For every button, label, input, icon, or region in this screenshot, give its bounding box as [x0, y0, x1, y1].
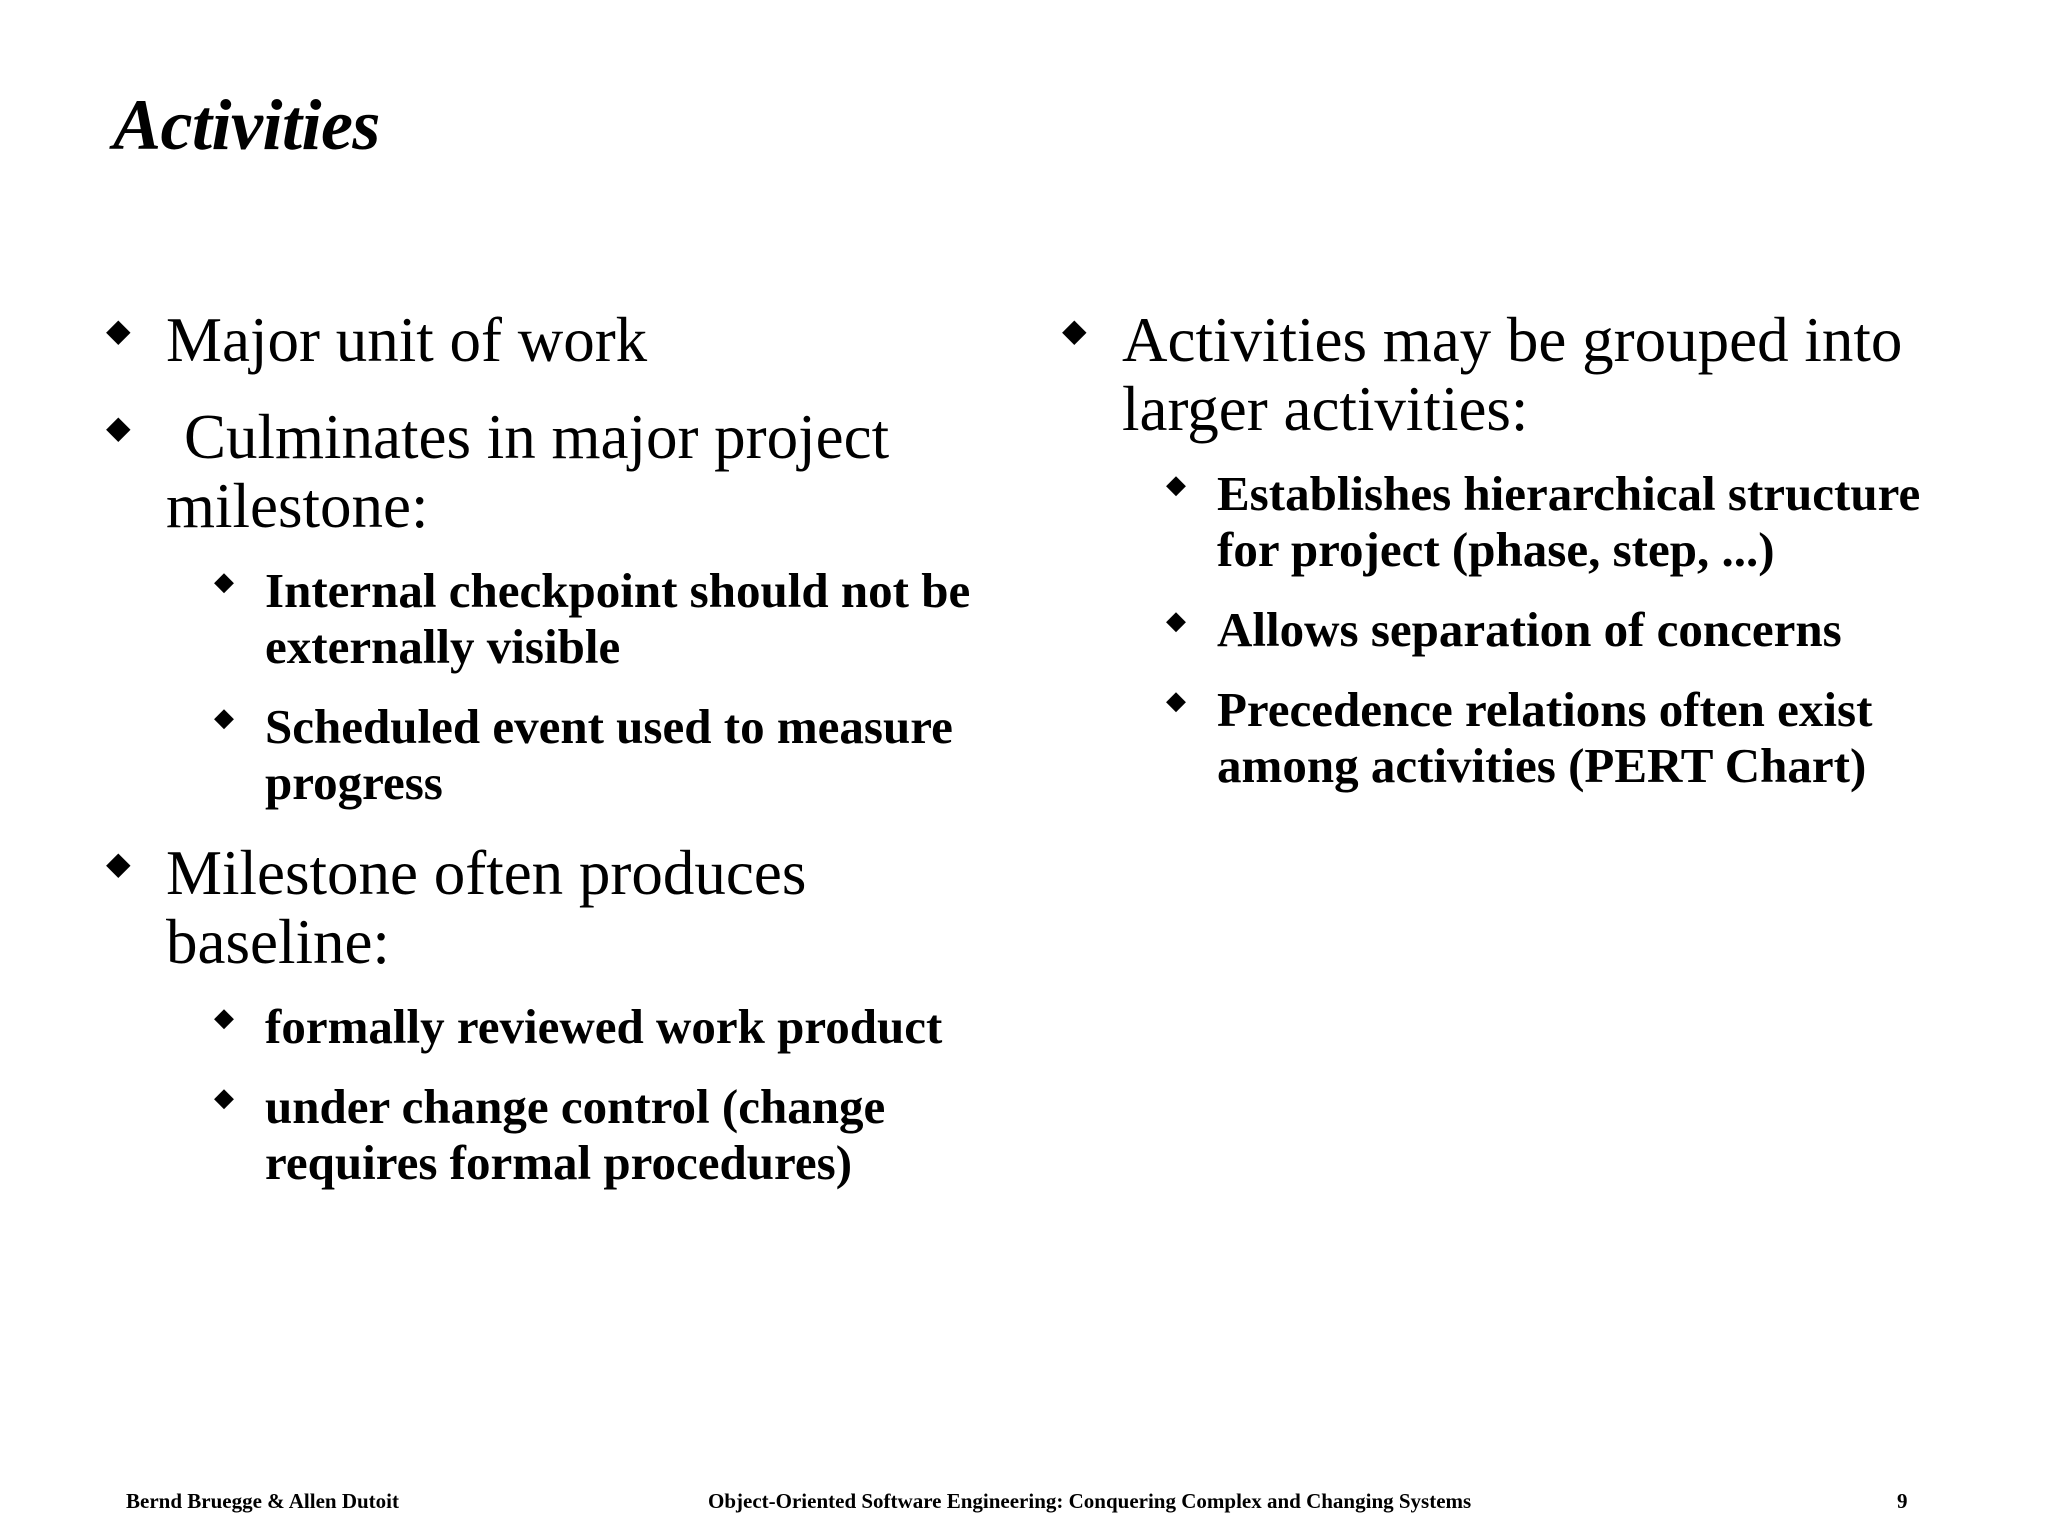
- sub-list-item-text: Scheduled event used to measure progress: [265, 699, 953, 810]
- slide-title: Activities: [113, 85, 380, 165]
- sub-list-item: [1166, 466, 1960, 578]
- sub-bullet-list: [166, 563, 1004, 811]
- sub-list-item: [214, 1079, 1004, 1191]
- diamond-bullet-icon: ◆: [1166, 470, 1186, 499]
- sub-list-item: [214, 563, 1004, 675]
- list-item-text: Culminates in major project milestone:: [166, 402, 890, 541]
- list-item-text: Major unit of work: [166, 305, 648, 375]
- sub-list-item: [214, 999, 1004, 1055]
- diamond-bullet-icon: ◆: [214, 567, 234, 596]
- sub-list-item: [214, 699, 1004, 811]
- sub-bullet-list: [166, 999, 1004, 1191]
- diamond-bullet-icon: ◆: [1062, 312, 1087, 348]
- diamond-bullet-icon: ◆: [214, 703, 234, 732]
- list-item-text: Activities may be grouped into larger activities:: [1122, 305, 1903, 444]
- sub-list-item: [1166, 602, 1960, 658]
- bullet-list: [1060, 306, 1960, 794]
- sub-list-item-text: under change control (change requires formal procedures): [265, 1079, 886, 1190]
- diamond-bullet-icon: ◆: [1166, 606, 1186, 635]
- sub-list-item-text: Allows separation of concerns: [1217, 602, 1842, 657]
- sub-list-item-text: Establishes hierarchical structure for project (phase, step, ...): [1217, 466, 1921, 577]
- bullet-list: [104, 306, 1004, 1191]
- footer-course-title: Object-Oriented Software Engineering: Conquering Complex and Changing Systems: [708, 1489, 1472, 1513]
- list-item-text: Milestone often produces baseline:: [166, 838, 807, 977]
- sub-list-item-text: Internal checkpoint should not be externally visible: [265, 563, 971, 674]
- diamond-bullet-icon: ◆: [106, 409, 131, 445]
- list-item: [104, 403, 1004, 811]
- list-item: [104, 839, 1004, 1191]
- list-item: [1060, 306, 1960, 794]
- sub-list-item-text: Precedence relations often exist among activities (PERT Chart): [1217, 682, 1873, 793]
- footer-authors: Bernd Bruegge & Allen Dutoit: [126, 1489, 399, 1513]
- right-column: [1060, 306, 1960, 822]
- diamond-bullet-icon: ◆: [214, 1083, 234, 1112]
- sub-list-item: [1166, 682, 1960, 794]
- diamond-bullet-icon: ◆: [106, 845, 131, 881]
- diamond-bullet-icon: ◆: [106, 312, 131, 348]
- sub-list-item-text: formally reviewed work product: [265, 999, 943, 1054]
- list-item: [104, 306, 1004, 375]
- diamond-bullet-icon: ◆: [1166, 686, 1186, 715]
- left-column: [104, 306, 1004, 1219]
- sub-bullet-list: [1122, 466, 1960, 794]
- diamond-bullet-icon: ◆: [214, 1003, 234, 1032]
- page-number: 9: [1897, 1489, 1908, 1513]
